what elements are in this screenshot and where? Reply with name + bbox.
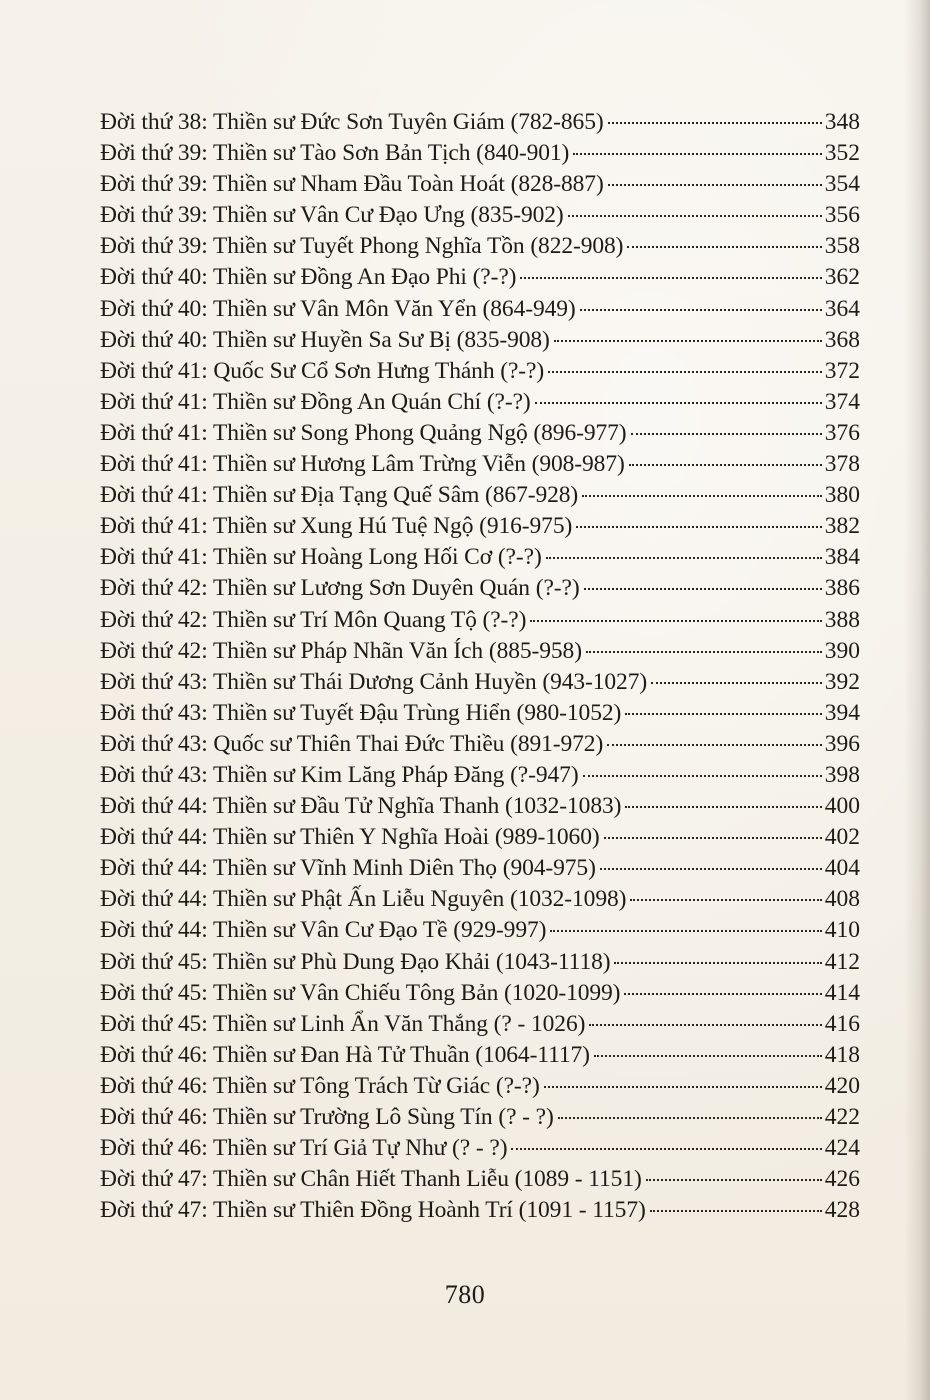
toc-entry-title: Đời thứ 45: Thiền sư Vân Chiếu Tông Bản (1020-1099) (100, 979, 621, 1006)
dot-leader (558, 1093, 822, 1119)
dot-leader (608, 98, 822, 124)
dot-leader (607, 720, 822, 746)
toc-entry-title: Đời thứ 44: Thiền sư Đầu Tử Nghĩa Thanh (1032-1083) (100, 793, 622, 820)
dot-leader (630, 875, 822, 901)
toc-entry-title: Đời thứ 43: Thiền sư Thái Dương Cảnh Huyền (943-1027) (100, 668, 648, 695)
toc-entry-page: 410 (824, 917, 860, 944)
toc-entry-title: Đời thứ 42: Thiền sư Lương Sơn Duyên Quán (?-?) (100, 575, 580, 602)
toc-entry-page: 404 (824, 855, 860, 882)
dot-leader (629, 440, 822, 466)
dot-leader (614, 938, 822, 964)
toc-entry-title: Đời thứ 41: Thiền sư Hoàng Long Hối Cơ (?-?) (100, 544, 542, 571)
dot-leader (568, 191, 822, 217)
toc-entry-title: Đời thứ 41: Thiền sư Đồng An Quán Chí (?-?) (100, 388, 531, 415)
toc-entry-page: 422 (824, 1104, 860, 1130)
toc-entry (100, 1191, 860, 1222)
toc-entry-title: Đời thứ 42: Thiền sư Trí Môn Quang Tộ (?-?) (100, 606, 527, 633)
toc-entry-page: 354 (824, 171, 860, 198)
toc-entry-page: 376 (824, 419, 860, 446)
dot-leader (548, 347, 822, 373)
toc-entry-title: Đời thứ 42: Thiền sư Pháp Nhãn Văn Ích (885-958) (100, 637, 582, 664)
dot-leader (530, 596, 822, 622)
toc-entry-page: 408 (824, 886, 860, 913)
toc-entry-page: 390 (824, 637, 860, 664)
toc-entry-page: 414 (824, 979, 860, 1006)
toc-entry-page: 348 (824, 109, 860, 135)
toc-entry-title: Đời thứ 46: Thiền sư Trường Lô Sùng Tín (? - ?) (100, 1104, 554, 1130)
toc-entry-title: Đời thứ 43: Quốc sư Thiên Thai Đức Thiều (891-972) (100, 730, 604, 757)
toc-entry-page: 402 (824, 824, 860, 851)
toc-entry-title: Đời thứ 39: Thiền sư Tào Sơn Bản Tịch (840-901) (100, 140, 570, 167)
dot-leader (580, 285, 822, 311)
toc-entry-title: Đời thứ 41: Thiền sư Xung Hú Tuệ Ngộ (916-975) (100, 513, 573, 540)
toc-entry-title: Đời thứ 46: Thiền sư Trí Giả Tự Như (? - ?) (100, 1135, 508, 1162)
dot-leader (651, 658, 822, 684)
toc-entry-title: Đời thứ 40: Thiền sư Vân Môn Văn Yển (864-949) (100, 295, 576, 322)
dot-leader (625, 689, 822, 715)
dot-leader (646, 1155, 822, 1181)
toc-entry-page: 392 (824, 668, 860, 695)
dot-leader (594, 1031, 822, 1057)
toc-entry-page: 384 (824, 544, 860, 571)
toc-entry-page: 356 (824, 202, 860, 229)
dot-leader (511, 1124, 822, 1150)
page-number: 780 (444, 1280, 486, 1309)
toc-entry-page: 374 (824, 388, 860, 415)
toc-entry-title: Đời thứ 43: Thiền sư Kim Lăng Pháp Đăng (?-947) (100, 761, 579, 788)
toc-entry-title: Đời thứ 39: Thiền sư Nham Đầu Toàn Hoát (828-887) (100, 171, 604, 198)
toc-entry-title: Đời thứ 44: Thiền sư Vĩnh Minh Diên Thọ (904-975) (100, 855, 596, 882)
dot-leader (631, 409, 822, 435)
toc-entry-title: Đời thứ 43: Thiền sư Tuyết Đậu Trùng Hiển (980-1052) (100, 699, 622, 726)
toc-entry-title: Đời thứ 38: Thiền sư Đức Sơn Tuyên Giám (782-865) (100, 109, 604, 135)
toc-entry-page: 368 (824, 326, 860, 353)
toc-entry-title: Đời thứ 41: Thiền sư Hương Lâm Trừng Viễn (908-987) (100, 451, 625, 478)
dot-leader (627, 222, 822, 248)
toc-entry-page: 416 (824, 1010, 860, 1037)
toc-entry-title: Đời thứ 45: Thiền sư Phù Dung Đạo Khải (1043-1118) (100, 948, 611, 975)
dot-leader (604, 813, 822, 839)
table-of-contents (100, 103, 860, 1222)
toc-entry-page: 358 (824, 233, 860, 260)
toc-entry-page: 428 (824, 1197, 860, 1224)
toc-entry-title: Đời thứ 44: Thiền sư Phật Ấn Liễu Nguyên (1032-1098) (100, 886, 627, 913)
toc-entry-title: Đời thứ 44: Thiền sư Vân Cư Đạo Tề (929-997) (100, 917, 547, 944)
dot-leader (608, 160, 822, 186)
toc-entry-title: Đời thứ 47: Thiền sư Thiên Đồng Hoành Trí (1091 - 1157) (100, 1197, 646, 1224)
toc-entry-page: 352 (824, 140, 860, 167)
toc-entry-page: 396 (824, 730, 860, 757)
toc-entry-page: 418 (824, 1041, 860, 1068)
dot-leader (583, 751, 822, 777)
dot-leader (589, 1000, 822, 1026)
dot-leader (520, 253, 822, 279)
toc-entry-title: Đời thứ 45: Thiền sư Linh Ẩn Văn Thắng (? - 1026) (100, 1010, 586, 1037)
toc-entry-title: Đời thứ 39: Thiền sư Vân Cư Đạo Ưng (835-902) (100, 202, 564, 229)
toc-entry-title: Đời thứ 41: Quốc Sư Cổ Sơn Hưng Thánh (?-?) (100, 357, 545, 384)
toc-entry-page: 386 (824, 575, 860, 602)
toc-entry-title: Đời thứ 40: Thiền sư Huyền Sa Sư Bị (835-908) (100, 326, 550, 353)
toc-entry-title: Đời thứ 47: Thiền sư Chân Hiết Thanh Liễu (1089 - 1151) (100, 1166, 642, 1193)
dot-leader (544, 1062, 822, 1088)
page-edge-shadow (904, 0, 930, 1400)
toc-entry-title: Đời thứ 40: Thiền sư Đồng An Đạo Phi (?-?) (100, 264, 517, 291)
toc-entry-title: Đời thứ 39: Thiền sư Tuyết Phong Nghĩa Tồn (822-908) (100, 233, 624, 260)
dot-leader (584, 564, 822, 590)
dot-leader (650, 1186, 822, 1212)
toc-entry-page: 420 (824, 1072, 860, 1099)
toc-entry-page: 398 (824, 761, 860, 788)
dot-leader (624, 969, 822, 995)
toc-entry-page: 372 (824, 357, 860, 384)
dot-leader (625, 782, 822, 808)
toc-entry-title: Đời thứ 46: Thiền sư Đan Hà Tử Thuần (1064-1117) (100, 1041, 590, 1068)
toc-entry-page: 394 (824, 699, 860, 726)
dot-leader (546, 533, 822, 559)
toc-entry-title: Đời thứ 44: Thiền sư Thiên Y Nghĩa Hoài (989-1060) (100, 824, 600, 851)
toc-entry-title: Đời thứ 41: Thiền sư Địa Tạng Quế Sâm (867-928) (100, 482, 579, 509)
dot-leader (573, 129, 822, 155)
dot-leader (554, 316, 822, 342)
dot-leader (582, 471, 822, 497)
dot-leader (535, 378, 822, 404)
toc-entry-page: 362 (824, 264, 860, 291)
toc-entry-page: 364 (824, 295, 860, 322)
dot-leader (586, 627, 822, 653)
dot-leader (600, 844, 822, 870)
toc-entry-page: 378 (824, 451, 860, 478)
toc-entry-page: 388 (824, 606, 860, 633)
toc-entry-title: Đời thứ 46: Thiền sư Tông Trách Từ Giác (?-?) (100, 1072, 540, 1099)
dot-leader (550, 906, 822, 932)
toc-entry-page: 424 (824, 1135, 860, 1162)
toc-entry-title: Đời thứ 41: Thiền sư Song Phong Quảng Ngộ (896-977) (100, 419, 627, 446)
toc-entry-page: 426 (824, 1166, 860, 1193)
toc-entry-page: 412 (824, 948, 860, 975)
dot-leader (576, 502, 822, 528)
toc-entry-page: 382 (824, 513, 860, 540)
toc-entry-page: 380 (824, 482, 860, 509)
toc-entry-page: 400 (824, 793, 860, 820)
